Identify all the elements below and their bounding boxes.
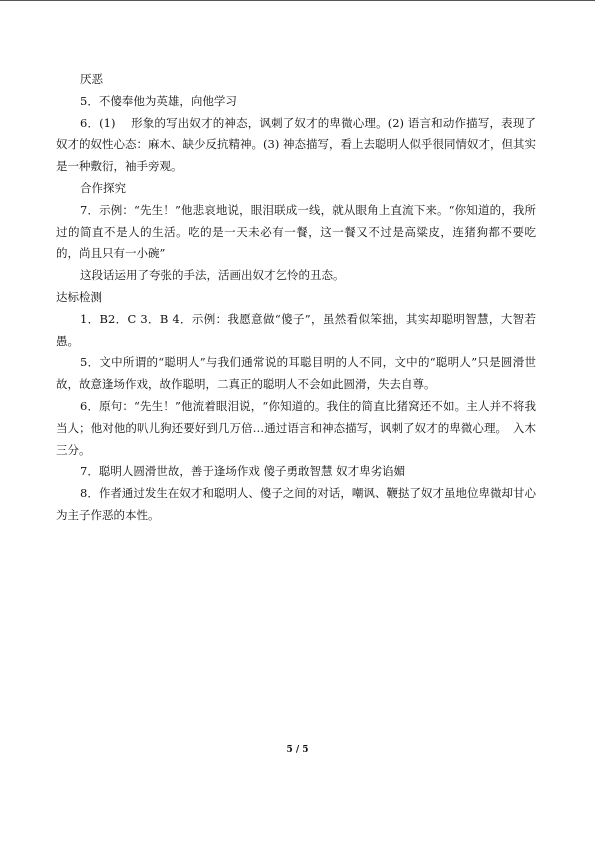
answer-7-example: 7．示例：“先生！”他悲哀地说，眼泪联成一线，就从眼角上直流下来。“你知道的，我所过的简直不是人的生活。吃的是一天未必有一餐，这一餐又不过是高粱皮，连猪狗都不要吃的，尚且只有一小碗” <box>56 202 536 261</box>
section-heading-cooperate: 合作探究 <box>80 180 126 195</box>
section-heading-test: 达标检测 <box>56 289 102 304</box>
test-answer-8: 8．作者通过发生在奴才和聪明人、傻子之间的对话，嘲讽、鞭挞了奴才虽地位卑微却甘心为主子作恶的本性。 <box>56 486 536 522</box>
document-body <box>56 69 536 527</box>
paragraph-line: 厌恶 <box>80 72 103 86</box>
test-answer-6: 6．原句：“先生！”他流着眼泪说，“你知道的。我住的简直比猪窝还不如。主人并不将我当人；他对他的叭儿狗还要好到几万倍…通过语言和神态描写，讽刺了奴才的卑微心理。 入木三分。 <box>56 398 536 457</box>
page-number: 5 / 5 <box>286 745 309 755</box>
answer-6: 6．(1) 形象的写出奴才的神态，讽刺了奴才的卑微心理。(2) 语言和动作描写，表现了奴才的奴性心态：麻木、缺少反抗精神。(3) 神态描写，看上去聪明人似乎很同情奴才，但其实是一种敷衍，袖手旁观。 <box>56 115 536 174</box>
answer-5: 5．不傻奉他为英雄，向他学习 <box>80 93 237 108</box>
test-answer-5: 5．文中所谓的“聪明人”与我们通常说的耳聪目明的人不同，文中的“聪明人”只是圆滑世故，故意逢场作戏，故作聪明，二真正的聪明人不会如此圆滑，失去自尊。 <box>56 355 536 392</box>
test-answer-1: 1．B2．C 3．B 4．示例：我愿意做“傻子”，虽然看似笨拙，其实却聪明智慧，大智若愚。 <box>56 311 536 348</box>
answer-7-analysis: 这段话运用了夸张的手法，活画出奴才乞怜的丑态。 <box>80 268 345 283</box>
test-answer-7: 7．聪明人圆滑世故，善于逢场作戏 傻子勇敢智慧 奴才卑劣谄媚 <box>80 464 406 479</box>
page-top-rule <box>0 0 595 1</box>
